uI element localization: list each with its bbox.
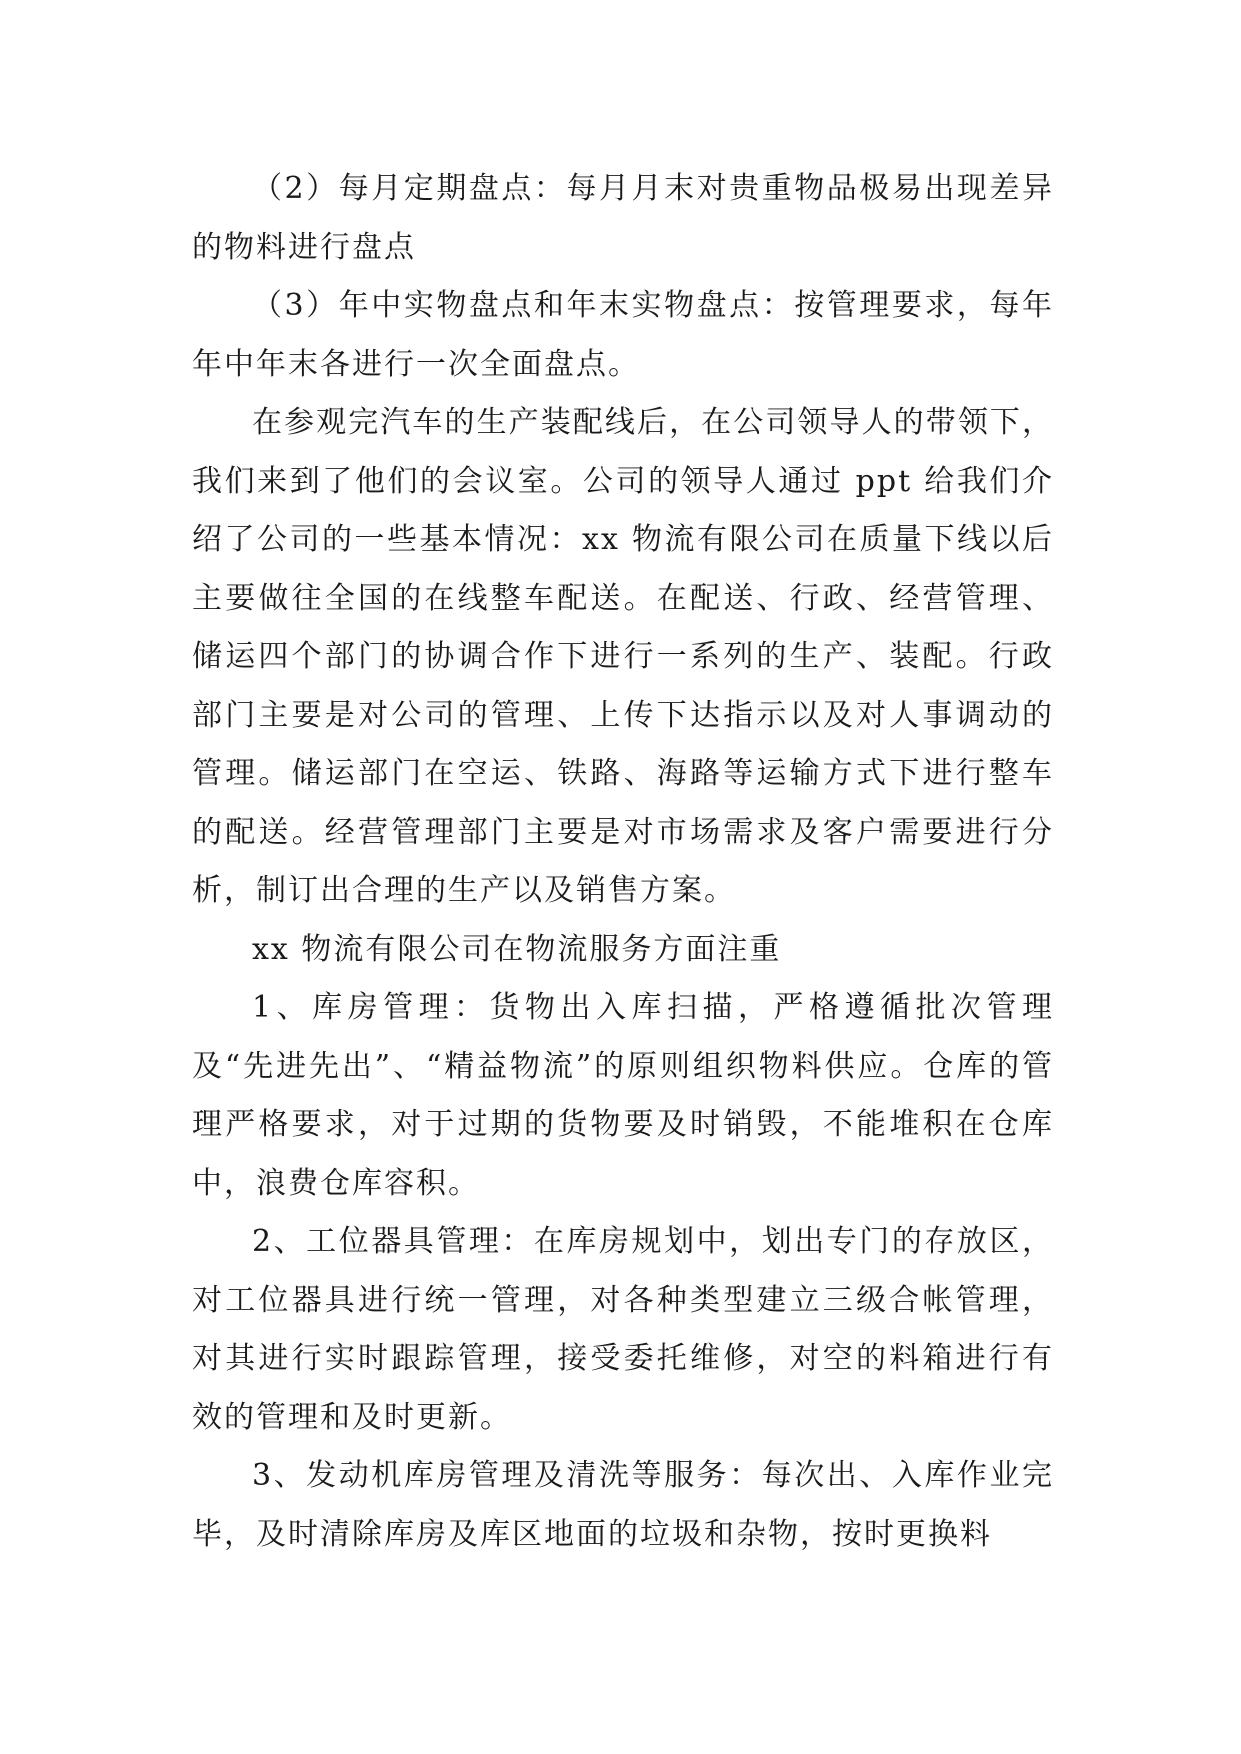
paragraph-engine-warehouse: 3、发动机库房管理及清洗等服务：每次出、入库作业完毕，及时清除库房及库区地面的垃圾和杂物，按时更换料 (192, 1458, 1054, 1552)
paragraph-warehouse-management: 1、库房管理：货物出入库扫描，严格遵循批次管理及“先进先出”、“精益物流”的原则组织物料供应。仓库的管理严格要求，对于过期的货物要及时销毁，不能堆积在仓库中，浪费仓库容积。 (192, 990, 1054, 1201)
paragraph-company-intro: 在参观完汽车的生产装配线后，在公司领导人的带领下，我们来到了他们的会议室。公司的领导人通过 ppt 给我们介绍了公司的一些基本情况：xx 物流有限公司在质量下线以后主要做往全国的在线整车配送。在配送、行政、经营管理、储运四个部门的协调合作下进行一系列的生产、装配。行政部门主要是对公司的管理、上传下达指示以及对人事调动的管理。储运部门在空运、铁路、海路等运输方式下进行整车的配送。经营管理部门主要是对市场需求及客户需要进行分析，制订出合理的生产以及销售方案。 (192, 405, 1054, 908)
body-text (192, 160, 1054, 1564)
paragraph-monthly-inventory: （2）每月定期盘点：每月月末对贵重物品极易出现差异的物料进行盘点 (192, 171, 1054, 265)
paragraph-annual-inventory: （3）年中实物盘点和年末实物盘点：按管理要求，每年年中年末各进行一次全面盘点。 (192, 288, 1054, 382)
paragraph-service-focus: xx 物流有限公司在物流服务方面注重 (252, 931, 782, 967)
paragraph-station-equipment: 2、工位器具管理：在库房规划中，划出专门的存放区，对工位器具进行统一管理，对各种类型建立三级合帐管理，对其进行实时跟踪管理，接受委托维修，对空的料箱进行有效的管理和及时更新。 (192, 1224, 1054, 1435)
